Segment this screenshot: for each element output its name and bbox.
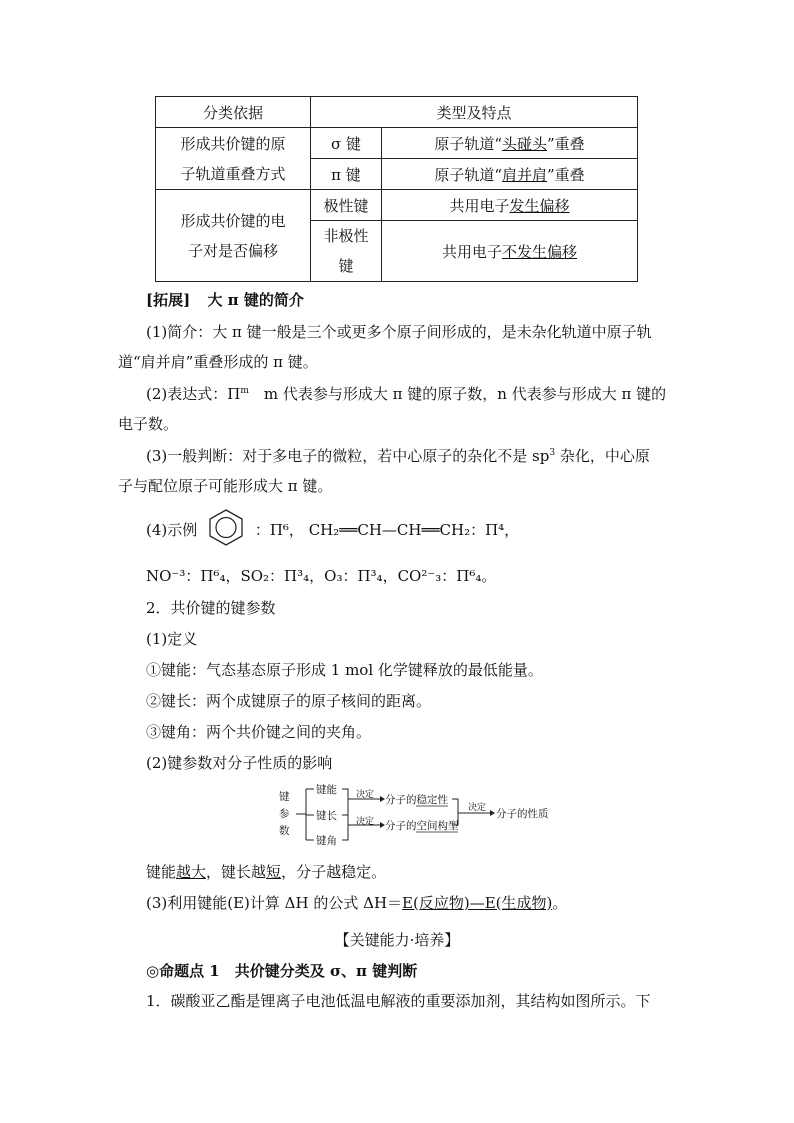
p3-text-a: (3)一般判断：对于多电子的微粒，若中心原子的杂化不是 sp bbox=[146, 447, 550, 465]
ability-banner: 【关键能力·培养】 bbox=[334, 931, 460, 949]
sigma-desc-post: ”重叠 bbox=[547, 134, 585, 153]
sigma-desc-pre: 原子轨道“ bbox=[434, 134, 502, 153]
table-cell-group1 bbox=[156, 128, 311, 190]
nonpolar-type-line1: 非极性 bbox=[323, 227, 369, 245]
p3-sup: 3 bbox=[549, 448, 556, 458]
conclusion-line bbox=[146, 861, 386, 882]
definition-item-3: ③键角：两个共价键之间的夹角。 bbox=[146, 723, 372, 741]
conclusion-a: 键能 bbox=[146, 863, 177, 881]
definition-heading: (1)定义 bbox=[146, 630, 198, 648]
p4-butadiene: CH₂══CH—CH══CH₂：Π⁴， bbox=[308, 521, 520, 539]
nonpolar-type-line2: 键 bbox=[338, 257, 354, 275]
diagram-stability: 分子的稳定性 bbox=[385, 794, 448, 806]
table-cell-sigma-type: σ 键 bbox=[311, 128, 382, 159]
table-cell-polar-type: 极性键 bbox=[311, 190, 382, 221]
expand-heading bbox=[146, 289, 304, 310]
pi-desc-pre: 原子轨道“ bbox=[434, 165, 502, 184]
proposition-point: ◎命题点 1 共价键分类及 σ、π 键判断 bbox=[146, 962, 418, 980]
formula-b: 。 bbox=[552, 894, 568, 912]
expand-p2-line1 bbox=[146, 383, 666, 404]
definition-item-1: ①键能：气态基态原子形成 1 mol 化学键释放的最低能量。 bbox=[146, 661, 543, 679]
question-1: 1．碳酸亚乙酯是锂离子电池低温电解液的重要添加剂，其结构如图所示。下 bbox=[146, 992, 651, 1010]
table-cell-pi-type: π 键 bbox=[311, 159, 382, 190]
expand-heading-tag: [拓展] bbox=[146, 291, 191, 309]
formula-line bbox=[146, 892, 567, 913]
diagram-decide-3: 决定 bbox=[468, 803, 487, 813]
expand-heading-title: 大 π 键的简介 bbox=[207, 291, 304, 309]
p2-text-b: m 代表参与形成大 π 键的原子数，n 代表参与形成大 π 键的 bbox=[248, 385, 667, 403]
diagram-property: 分子的性质 bbox=[496, 808, 549, 820]
p2-sup: m bbox=[240, 386, 249, 396]
conclusion-underlined-1: 越大 bbox=[176, 863, 207, 881]
conclusion-c: ，分子越稳定。 bbox=[281, 863, 387, 881]
expand-p1-line1: (1)简介：大 π 键一般是三个或更多个原子间形成的，是未杂化轨道中原子轨 bbox=[146, 323, 652, 341]
formula-a: (3)利用键能(E)计算 ΔH 的公式 ΔH＝ bbox=[146, 894, 403, 912]
table-cell-group2 bbox=[156, 190, 311, 282]
polar-desc-pre: 共用电子 bbox=[449, 196, 510, 215]
diagram-side-label-1: 键 bbox=[279, 791, 290, 803]
p3-text-b: 杂化，中心原 bbox=[555, 447, 650, 465]
table-cell-nonpolar-type bbox=[311, 221, 382, 282]
conclusion-b: ，键长越 bbox=[206, 863, 267, 881]
effect-heading: (2)键参数对分子性质的影响 bbox=[146, 754, 333, 772]
group1-label-line1: 形成共价键的原 bbox=[180, 134, 286, 153]
p4-benzene-value: ：Π⁶， bbox=[254, 521, 304, 539]
p4-prefix: (4)示例 bbox=[146, 521, 198, 539]
table-cell-polar-desc bbox=[382, 190, 638, 221]
bond-parameter-diagram bbox=[272, 780, 572, 852]
polar-desc-underlined: 发生偏移 bbox=[509, 196, 570, 215]
diagram-param-angle: 键角 bbox=[316, 835, 337, 847]
sigma-desc-underlined: 头碰头 bbox=[501, 134, 547, 153]
diagram-decide-1: 决定 bbox=[356, 790, 375, 800]
diagram-spatial: 分子的空间构型 bbox=[385, 820, 459, 832]
diagram-side-label-2: 参 bbox=[279, 808, 290, 820]
expand-p3-line2: 子与配位原子可能形成大 π 键。 bbox=[118, 477, 333, 495]
formula-underlined: E(反应物)—E(生成物) bbox=[402, 894, 553, 912]
group1-label-line2: 子轨道重叠方式 bbox=[180, 164, 286, 183]
p2-text-a: (2)表达式：Π bbox=[146, 385, 241, 403]
expand-p1-line2: 道“肩并肩”重叠形成的 π 键。 bbox=[118, 353, 318, 371]
nonpolar-desc-underlined: 不发生偏移 bbox=[502, 242, 578, 261]
table-cell-pi-desc bbox=[382, 159, 638, 190]
table-header-basis: 分类依据 bbox=[156, 97, 311, 128]
pi-desc-underlined: 肩并肩 bbox=[501, 165, 547, 184]
group2-label-line2: 子对是否偏移 bbox=[187, 241, 278, 260]
expand-p2-line2: 电子数。 bbox=[118, 415, 179, 433]
pi-desc-post: ”重叠 bbox=[547, 165, 585, 184]
nonpolar-desc-pre: 共用电子 bbox=[441, 242, 502, 261]
group2-label-line1: 形成共价键的电 bbox=[180, 211, 286, 230]
diagram-decide-2: 决定 bbox=[356, 817, 375, 827]
table-cell-nonpolar-desc bbox=[382, 221, 638, 282]
benzene-ring-icon bbox=[206, 508, 246, 544]
bond-classification-table bbox=[155, 96, 638, 282]
expand-p4-line bbox=[146, 518, 519, 544]
table-cell-sigma-desc bbox=[382, 128, 638, 159]
table-header-types: 类型及特点 bbox=[311, 97, 638, 128]
diagram-side-label-3: 数 bbox=[279, 825, 290, 837]
diagram-param-length: 键长 bbox=[316, 810, 337, 822]
expand-p3-line1 bbox=[146, 445, 650, 466]
definition-item-2: ②键长：两个成键原子的原子核间的距离。 bbox=[146, 692, 432, 710]
diagram-param-energy: 键能 bbox=[316, 784, 337, 796]
section2-title: 2．共价键的键参数 bbox=[146, 599, 276, 617]
conclusion-underlined-2: 短 bbox=[266, 863, 282, 881]
expand-p5-line: NO⁻³：Π⁶₄，SO₂：Π³₄，O₃：Π³₄，CO²⁻₃：Π⁶₄。 bbox=[146, 567, 497, 585]
